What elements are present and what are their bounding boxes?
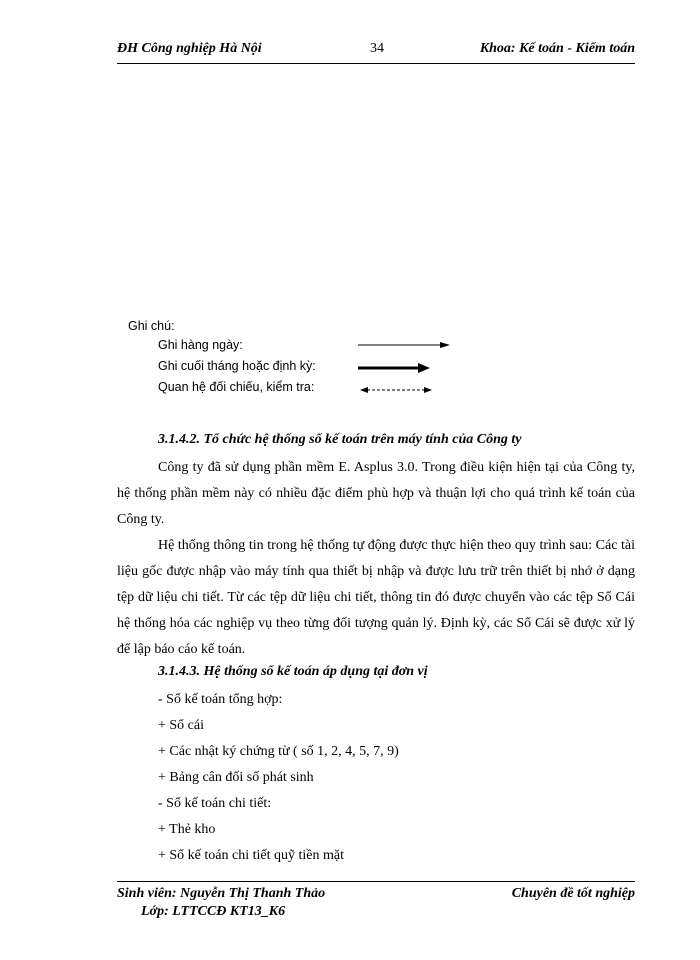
legend-label-periodic: Ghi cuối tháng hoặc định kỳ:	[158, 359, 316, 373]
section-body-computer-accounting	[117, 455, 635, 663]
legend-title: Ghi chú:	[128, 319, 175, 333]
dashed-double-arrow-icon	[359, 384, 433, 396]
legend-label-daily: Ghi hàng ngày:	[158, 338, 243, 352]
page-number: 34	[370, 41, 384, 56]
section-heading-ledger-system: 3.1.4.3. Hệ thống sổ kế toán áp dụng tại đơn vị	[158, 664, 428, 679]
thin-arrow-icon	[356, 339, 452, 351]
legend-label-reconcile: Quan hệ đối chiếu, kiểm tra:	[158, 380, 315, 394]
footer-student: Sinh viên: Nguyễn Thị Thanh Thảo	[117, 886, 326, 901]
section-heading-computer-accounting: 3.1.4.2. Tổ chức hệ thống sổ kế toán trên máy tính của Công ty	[158, 432, 522, 447]
list-item: - Sổ kế toán chi tiết:	[158, 796, 272, 811]
page-footer	[117, 881, 635, 919]
footer-class: Lớp: LTTCCĐ KT13_K6	[141, 904, 286, 919]
list-item: + Thẻ kho	[158, 822, 216, 837]
list-item: - Sổ kế toán tổng hợp:	[158, 692, 283, 707]
list-item: + Sổ kế toán chi tiết quỹ tiền mặt	[158, 848, 344, 863]
list-item: + Các nhật ký chứng từ ( số 1, 2, 4, 5, 7, 9)	[158, 744, 399, 759]
list-item: + Bảng cân đối số phát sinh	[158, 770, 314, 785]
footer-document-type: Chuyên đề tốt nghiệp	[511, 886, 635, 901]
header-university: ĐH Công nghiệp Hà Nội	[117, 41, 262, 56]
page-header	[117, 41, 635, 64]
thick-arrow-icon	[356, 361, 432, 375]
header-faculty: Khoa: Kế toán - Kiểm toán	[479, 41, 635, 56]
paragraph: Hệ thống thông tin trong hệ thống tự động được thực hiện theo quy trình sau: Các tài liệu gốc được nhập vào máy tính qua thiết bị nhập và được lưu trữ trên thiết bị nhớ ở dạng tệp dữ liệu chi tiết. Từ các tệp dữ liệu chi tiết, thông tin đó được chuyển vào các tệp Sổ Cái hệ thống hóa các nghiệp vụ theo từng đối tượng quản lý. Định kỳ, các Sổ Cái sẽ được xử lý để lập báo cáo kế toán.	[117, 538, 635, 657]
paragraph: Công ty đã sử dụng phần mềm E. Asplus 3.0. Trong điều kiện hiện tại của Công ty, hệ thống phần mềm này có nhiều đặc điểm phù hợp và thuận lợi cho quá trình kế toán của Công ty.	[117, 460, 635, 527]
list-item: + Sổ cái	[158, 718, 204, 733]
ledger-list	[158, 687, 399, 869]
